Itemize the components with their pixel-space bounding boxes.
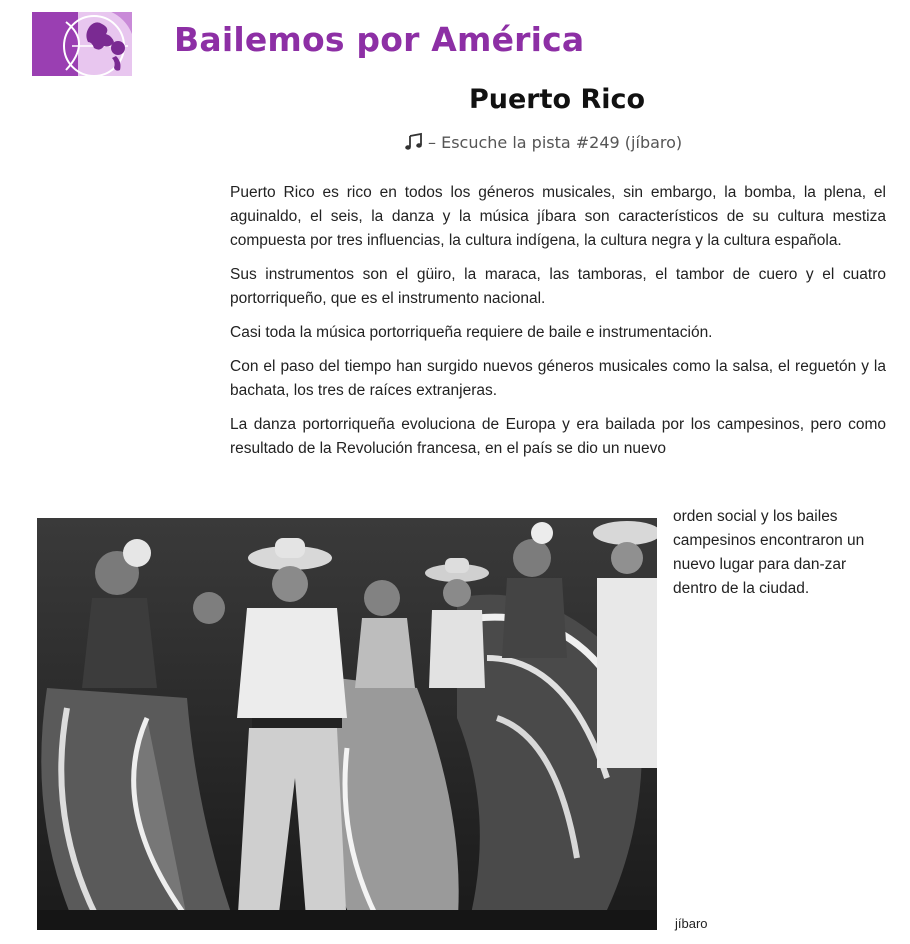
page-title: Puerto Rico	[468, 84, 646, 115]
article-body	[230, 181, 886, 471]
music-note-icon	[404, 132, 424, 152]
header-title: Bailemos por América	[174, 20, 585, 59]
track-text: – Escuche la pista #249 (jíbaro)	[428, 132, 683, 152]
track-reference	[404, 132, 682, 152]
paragraph-new-genres: Con el paso del tiempo han surgido nuevos géneros musicales como la salsa, el reguetón y la bachata, los tres de raíces extranjeras.	[230, 358, 886, 399]
paragraph-genres: Puerto Rico es rico en todos los géneros musicales, sin embargo, la bomba, la plena, el aguinaldo, el seis, la danza y la música jíbara son característicos de su cultura mestiza compuesta por tres influencias, la cultura indígena, la cultura negra y la cultura española.	[230, 184, 886, 249]
paragraph-instruments: Sus instrumentos son el güiro, la maraca, las tamboras, el tambor de cuero y el cuatro portorriqueño, que es el instrumento nacional.	[230, 266, 886, 307]
dancers-photo	[37, 518, 657, 930]
americas-map-icon	[32, 12, 148, 76]
paragraph-dance: Casi toda la música portorriqueña requiere de baile e instrumentación.	[230, 324, 713, 341]
paragraph-history: La danza portorriqueña evoluciona de Europa y era bailada por los campesinos, pero como resultado de la Revolución francesa, en el país se dio un nuevo	[230, 416, 886, 457]
photo-caption: jíbaro	[675, 916, 708, 931]
paragraph-history-continuation: orden social y los bailes campesinos encontraron un nuevo lugar para dan-zar dentro de la ciudad.	[673, 508, 865, 597]
